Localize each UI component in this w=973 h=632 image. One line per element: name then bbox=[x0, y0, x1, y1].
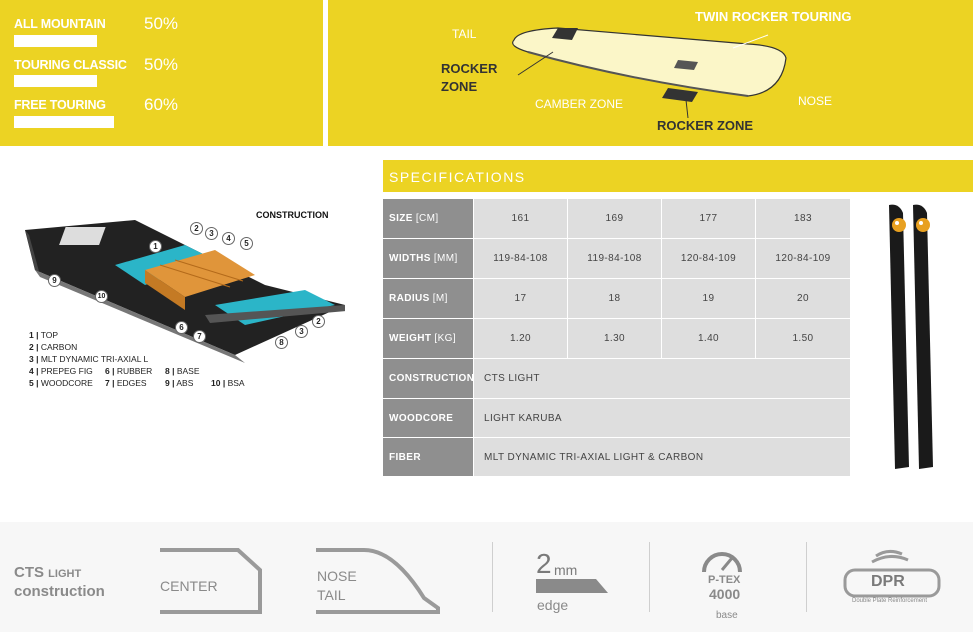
callout-1: 1 bbox=[149, 240, 162, 253]
weight-value: 1.20 bbox=[474, 319, 567, 358]
specifications-title: SPECIFICATIONS bbox=[389, 169, 526, 185]
usage-bar bbox=[14, 116, 114, 128]
usage-label: TOURING CLASSIC bbox=[14, 58, 127, 72]
legend-7: 7 | EDGES bbox=[105, 378, 147, 388]
callout-10: 10 bbox=[95, 290, 108, 303]
tail-label: TAIL bbox=[452, 27, 477, 41]
ptex-label: P-TEX bbox=[708, 574, 741, 586]
camber-zone-label: CAMBER ZONE bbox=[535, 97, 624, 111]
edge-unit: mm bbox=[554, 562, 578, 578]
weight-value: 1.30 bbox=[568, 319, 661, 358]
weight-label: WEIGHT [KG] bbox=[383, 319, 473, 358]
callout-4: 4 bbox=[222, 232, 235, 245]
radius-value: 18 bbox=[568, 279, 661, 318]
legend-3: 3 | MLT DYNAMIC TRI-AXIAL L bbox=[29, 354, 149, 364]
radius-value: 19 bbox=[662, 279, 755, 318]
widths-value: 120-84-109 bbox=[662, 239, 755, 278]
ski-image-panel bbox=[851, 199, 973, 476]
radius-value: 20 bbox=[756, 279, 850, 318]
fiber-label: FIBER bbox=[383, 438, 473, 476]
legend-4: 4 | PREPEG FIG bbox=[29, 366, 93, 376]
legend-10: 10 | BSA bbox=[211, 378, 245, 388]
widths-value: 119-84-108 bbox=[568, 239, 661, 278]
callout-8: 8 bbox=[275, 336, 288, 349]
callout-5: 5 bbox=[240, 237, 253, 250]
size-value: 169 bbox=[568, 199, 661, 238]
legend-1: 1 | TOP bbox=[29, 330, 59, 340]
ski-pair-image bbox=[851, 199, 973, 476]
usage-percent: 60% bbox=[144, 95, 179, 114]
size-value: 177 bbox=[662, 199, 755, 238]
usage-panel bbox=[0, 0, 323, 146]
size-value: 161 bbox=[474, 199, 567, 238]
callout-7: 7 bbox=[193, 330, 206, 343]
callout-3: 3 bbox=[205, 227, 218, 240]
usage-bar bbox=[14, 35, 97, 47]
radius-value: 17 bbox=[474, 279, 567, 318]
cts-label: CTS LIGHT bbox=[14, 564, 82, 581]
widths-value: 119-84-108 bbox=[474, 239, 567, 278]
ptex-value: 4000 bbox=[709, 586, 741, 602]
features-strip bbox=[0, 522, 973, 632]
usage-bar bbox=[14, 75, 97, 87]
profile-title: TWIN ROCKER TOURING bbox=[695, 9, 852, 24]
rocker-zone-left-label-2: ZONE bbox=[441, 79, 478, 94]
rocker-zone-left-label: ROCKER bbox=[441, 61, 498, 76]
edge-label: edge bbox=[537, 597, 569, 613]
divider bbox=[492, 542, 493, 612]
callout-6: 6 bbox=[175, 321, 188, 334]
legend-6: 6 | RUBBER bbox=[105, 366, 153, 376]
ptex-base-label: base bbox=[716, 610, 738, 621]
callout-2b: 2 bbox=[312, 315, 325, 328]
construction-title: CONSTRUCTION bbox=[256, 210, 329, 220]
dpr-subtitle: Double Plate Reinforcement bbox=[852, 598, 928, 604]
center-label: CENTER bbox=[160, 578, 218, 594]
usage-percent: 50% bbox=[144, 14, 179, 33]
legend-5: 5 | WOODCORE bbox=[29, 378, 93, 388]
divider bbox=[806, 542, 807, 612]
nose-label: NOSE bbox=[317, 568, 357, 584]
callout-3b: 3 bbox=[295, 325, 308, 338]
legend-2: 2 | CARBON bbox=[29, 342, 78, 352]
size-value: 183 bbox=[756, 199, 850, 238]
construction-label: CONSTRUCTION bbox=[383, 359, 473, 398]
widths-label: WIDTHS [MM] bbox=[383, 239, 473, 278]
gauge-icon bbox=[700, 544, 744, 574]
construction-value: CTS LIGHT bbox=[474, 359, 850, 398]
widths-value: 120-84-109 bbox=[756, 239, 850, 278]
usage-label: FREE TOURING bbox=[14, 98, 106, 112]
cts-construction-label: construction bbox=[14, 583, 105, 600]
nose-label: NOSE bbox=[798, 94, 833, 108]
weight-value: 1.50 bbox=[756, 319, 850, 358]
weight-value: 1.40 bbox=[662, 319, 755, 358]
ski-profile-diagram bbox=[328, 0, 973, 146]
woodcore-label: WOODCORE bbox=[383, 399, 473, 437]
radius-label: RADIUS [M] bbox=[383, 279, 473, 318]
profile-panel bbox=[328, 0, 973, 146]
usage-label: ALL MOUNTAIN bbox=[14, 17, 106, 31]
woodcore-value: LIGHT KARUBA bbox=[474, 399, 850, 437]
edge-icon bbox=[536, 579, 610, 595]
usage-percent: 50% bbox=[144, 55, 179, 74]
divider bbox=[649, 542, 650, 612]
specifications-header bbox=[383, 160, 973, 192]
legend-8: 8 | BASE bbox=[165, 366, 200, 376]
size-label: SIZE [CM] bbox=[383, 199, 473, 238]
callout-2: 2 bbox=[190, 222, 203, 235]
fiber-value: MLT DYNAMIC TRI-AXIAL LIGHT & CARBON bbox=[474, 438, 850, 476]
legend-9: 9 | ABS bbox=[165, 378, 194, 388]
dpr-label: DPR bbox=[871, 573, 905, 590]
rocker-zone-right-label: ROCKER ZONE bbox=[657, 118, 754, 133]
callout-9: 9 bbox=[48, 274, 61, 287]
tail-label: TAIL bbox=[317, 587, 346, 603]
edge-number: 2 bbox=[536, 548, 552, 579]
